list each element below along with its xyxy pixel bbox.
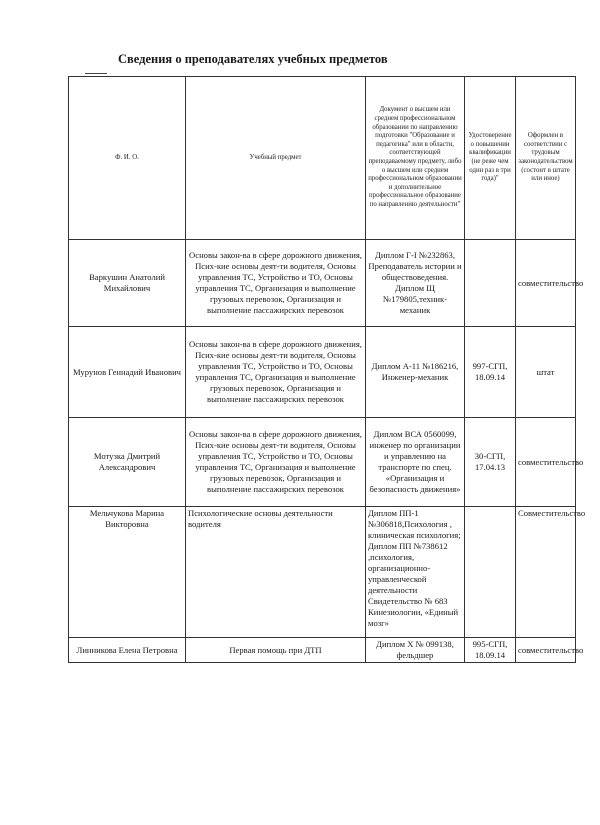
teacher-subject: Психологические основы деятельности водителя (186, 507, 366, 638)
table-row (69, 240, 576, 327)
header-row (69, 77, 576, 240)
teacher-certificate: 30-СГП, 17.04.13 (465, 418, 516, 507)
table-row (69, 418, 576, 507)
teacher-subject: Основы закон-ва в сфере дорожного движения, Псих-кие основы деят-ти водителя, Основы управления ТС, Устройство и ТО, Основы управления ТС, Организация и выполнение грузовых перевозок, Организация и выполнение пассажирских перевозок (186, 240, 366, 327)
teacher-certificate: 997-СГП, 18.09.14 (465, 327, 516, 418)
header-certificate: Удостоверение о повышении квалификации (не реже чем один раз в три года)" (465, 77, 516, 240)
teacher-certificate (465, 507, 516, 638)
teacher-subject: Основы закон-ва в сфере дорожного движения, Псих-кие основы деят-ти водителя, Основы управления ТС, Устройство и ТО, Основы управления ТС, Организация и выполнение грузовых перевозок, Организация и выполнение пассажирских перевозок (186, 418, 366, 507)
teachers-table (68, 76, 586, 663)
teacher-subject: Первая помощь при ДТП (186, 638, 366, 663)
teacher-name: Мельчукова Марина Викторовна (69, 507, 186, 638)
header-subject: Учебный предмет (186, 77, 366, 240)
page-title: Сведения о преподавателях учебных предметов (118, 52, 388, 66)
teacher-name: Варкушин Анатолий Михайлович (69, 240, 186, 327)
teacher-employment: совместительство (516, 638, 576, 663)
table-row (69, 507, 576, 638)
title-underline (85, 73, 107, 74)
teacher-subject: Основы закон-ва в сфере дорожного движения, Псих-кие основы деят-ти водителя, Основы управления ТС, Устройство и ТО, Основы управления ТС, Организация и выполнение грузовых перевозок, Организация и выполнение пассажирских перевозок (186, 327, 366, 418)
teacher-diploma: Диплом ПП-1 №306818,Психология , клиническая психология; Диплом ПП №738612 ,психология, организационно-управленческой деятельности Свидетельство № 683 Кинезиологии, «Единый мозг» (366, 507, 465, 638)
teacher-certificate: 995-СГП, 18.09.14 (465, 638, 516, 663)
teacher-diploma: Диплом А-11 №186216, Инженер-механик (366, 327, 465, 418)
teacher-diploma: Диплом Х № 099138, фельдшер (366, 638, 465, 663)
teacher-diploma: Диплом ВСА 0560099, инженер по организации и управлению на транспорте по спец. «Организация и безопасность движения» (366, 418, 465, 507)
header-employment: Оформлен в соответствии с трудовым законодательством (состоит в штате или иное) (516, 77, 576, 240)
teacher-employment: совместительство (516, 418, 576, 507)
teacher-diploma: Диплом Г-I №232863, Преподаватель истории и обществоведения. Диплом Щ №179805,техник-механик (366, 240, 465, 327)
table-row (69, 638, 576, 663)
teacher-employment: совместительство (516, 240, 576, 327)
teacher-name: Мурунов Геннадий Иванович (69, 327, 186, 418)
teacher-name: Линникова Елена Петровна (69, 638, 186, 663)
teacher-name: Мотузка Дмитрий Александрович (69, 418, 186, 507)
teacher-certificate (465, 240, 516, 327)
table-row (69, 327, 576, 418)
header-name: Ф. И. О. (69, 77, 186, 240)
header-diploma: Документ о высшем или среднем профессиональном образовании по направлению подготовки "Образование и педагогика" или в области, соответствующей преподаваемому предмету, либо о высшем или среднем профессиональном образовании и дополнительное профессиональное образование по направлению деятельности" (366, 77, 465, 240)
teacher-employment: Совместительство (516, 507, 576, 638)
teacher-employment: штат (516, 327, 576, 418)
